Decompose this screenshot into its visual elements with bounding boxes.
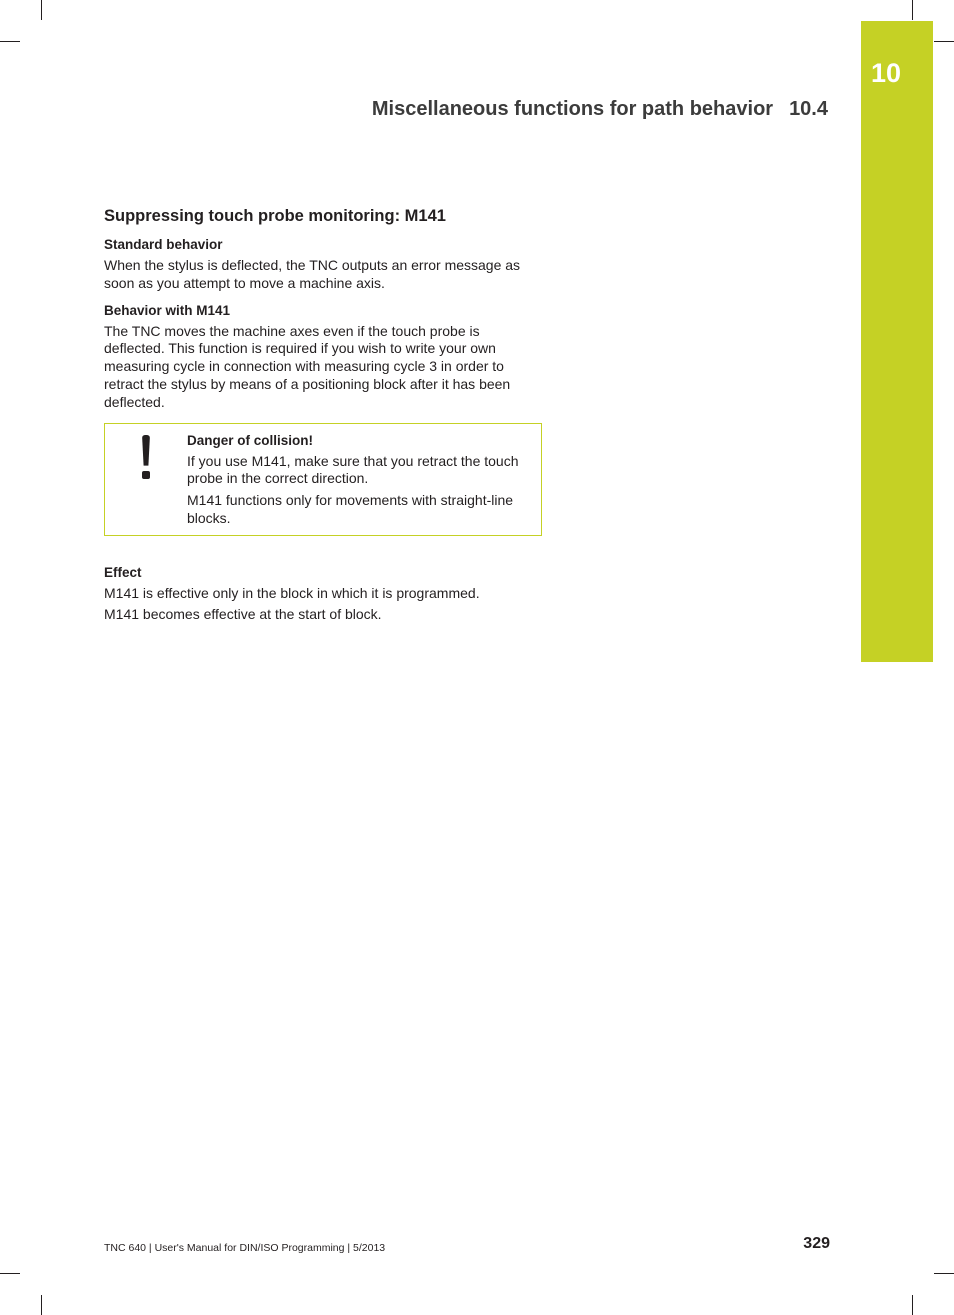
running-header-title: Miscellaneous functions for path behavior: [371, 98, 774, 120]
main-content: [104, 205, 544, 628]
crop-mark: [934, 1273, 954, 1274]
effect-block: [104, 564, 544, 625]
m141-behavior-text: The TNC moves the machine axes even if the touch probe is deflected. This function is required if you wish to write your own measuring cycle in connection with measuring cycle 3 in order to retract the stylus by means of a positioning block after it has been deflected.: [104, 322, 511, 410]
standard-behavior-text: When the stylus is deflected, the TNC outputs an error message as soon as you attempt to move a machine axis.: [104, 257, 521, 291]
chapter-tab: [861, 21, 933, 662]
warning-title: Danger of collision!: [187, 432, 314, 448]
running-header-section: 10.4: [789, 98, 828, 120]
footer-text: TNC 640 | User's Manual for DIN/ISO Programming | 5/2013: [104, 1242, 386, 1254]
crop-mark: [934, 41, 954, 42]
effect-text-1: M141 is effective only in the block in which it is programmed.: [104, 584, 480, 601]
crop-mark: [41, 1295, 42, 1315]
chapter-number: 10: [871, 58, 902, 88]
effect-text-2: M141 becomes effective at the start of block.: [104, 606, 382, 623]
warning-text-2: M141 functions only for movements with straight-line blocks.: [187, 492, 514, 526]
section-title: Suppressing touch probe monitoring: M141: [104, 207, 446, 225]
crop-mark: [0, 41, 20, 42]
standard-behavior-heading: Standard behavior: [104, 237, 223, 252]
m141-behavior-heading: Behavior with M141: [104, 302, 231, 318]
collision-warning-box: [104, 423, 542, 536]
page-number: 329: [803, 1235, 830, 1252]
running-header: [372, 98, 828, 121]
effect-heading: Effect: [104, 564, 142, 580]
crop-mark: [0, 1273, 20, 1274]
crop-mark: [41, 0, 42, 20]
warning-text-1: If you use M141, make sure that you retract the touch probe in the correct direction.: [187, 452, 519, 487]
crop-mark: [912, 1295, 913, 1315]
exclamation-icon: [139, 435, 153, 481]
crop-mark: [912, 0, 913, 20]
